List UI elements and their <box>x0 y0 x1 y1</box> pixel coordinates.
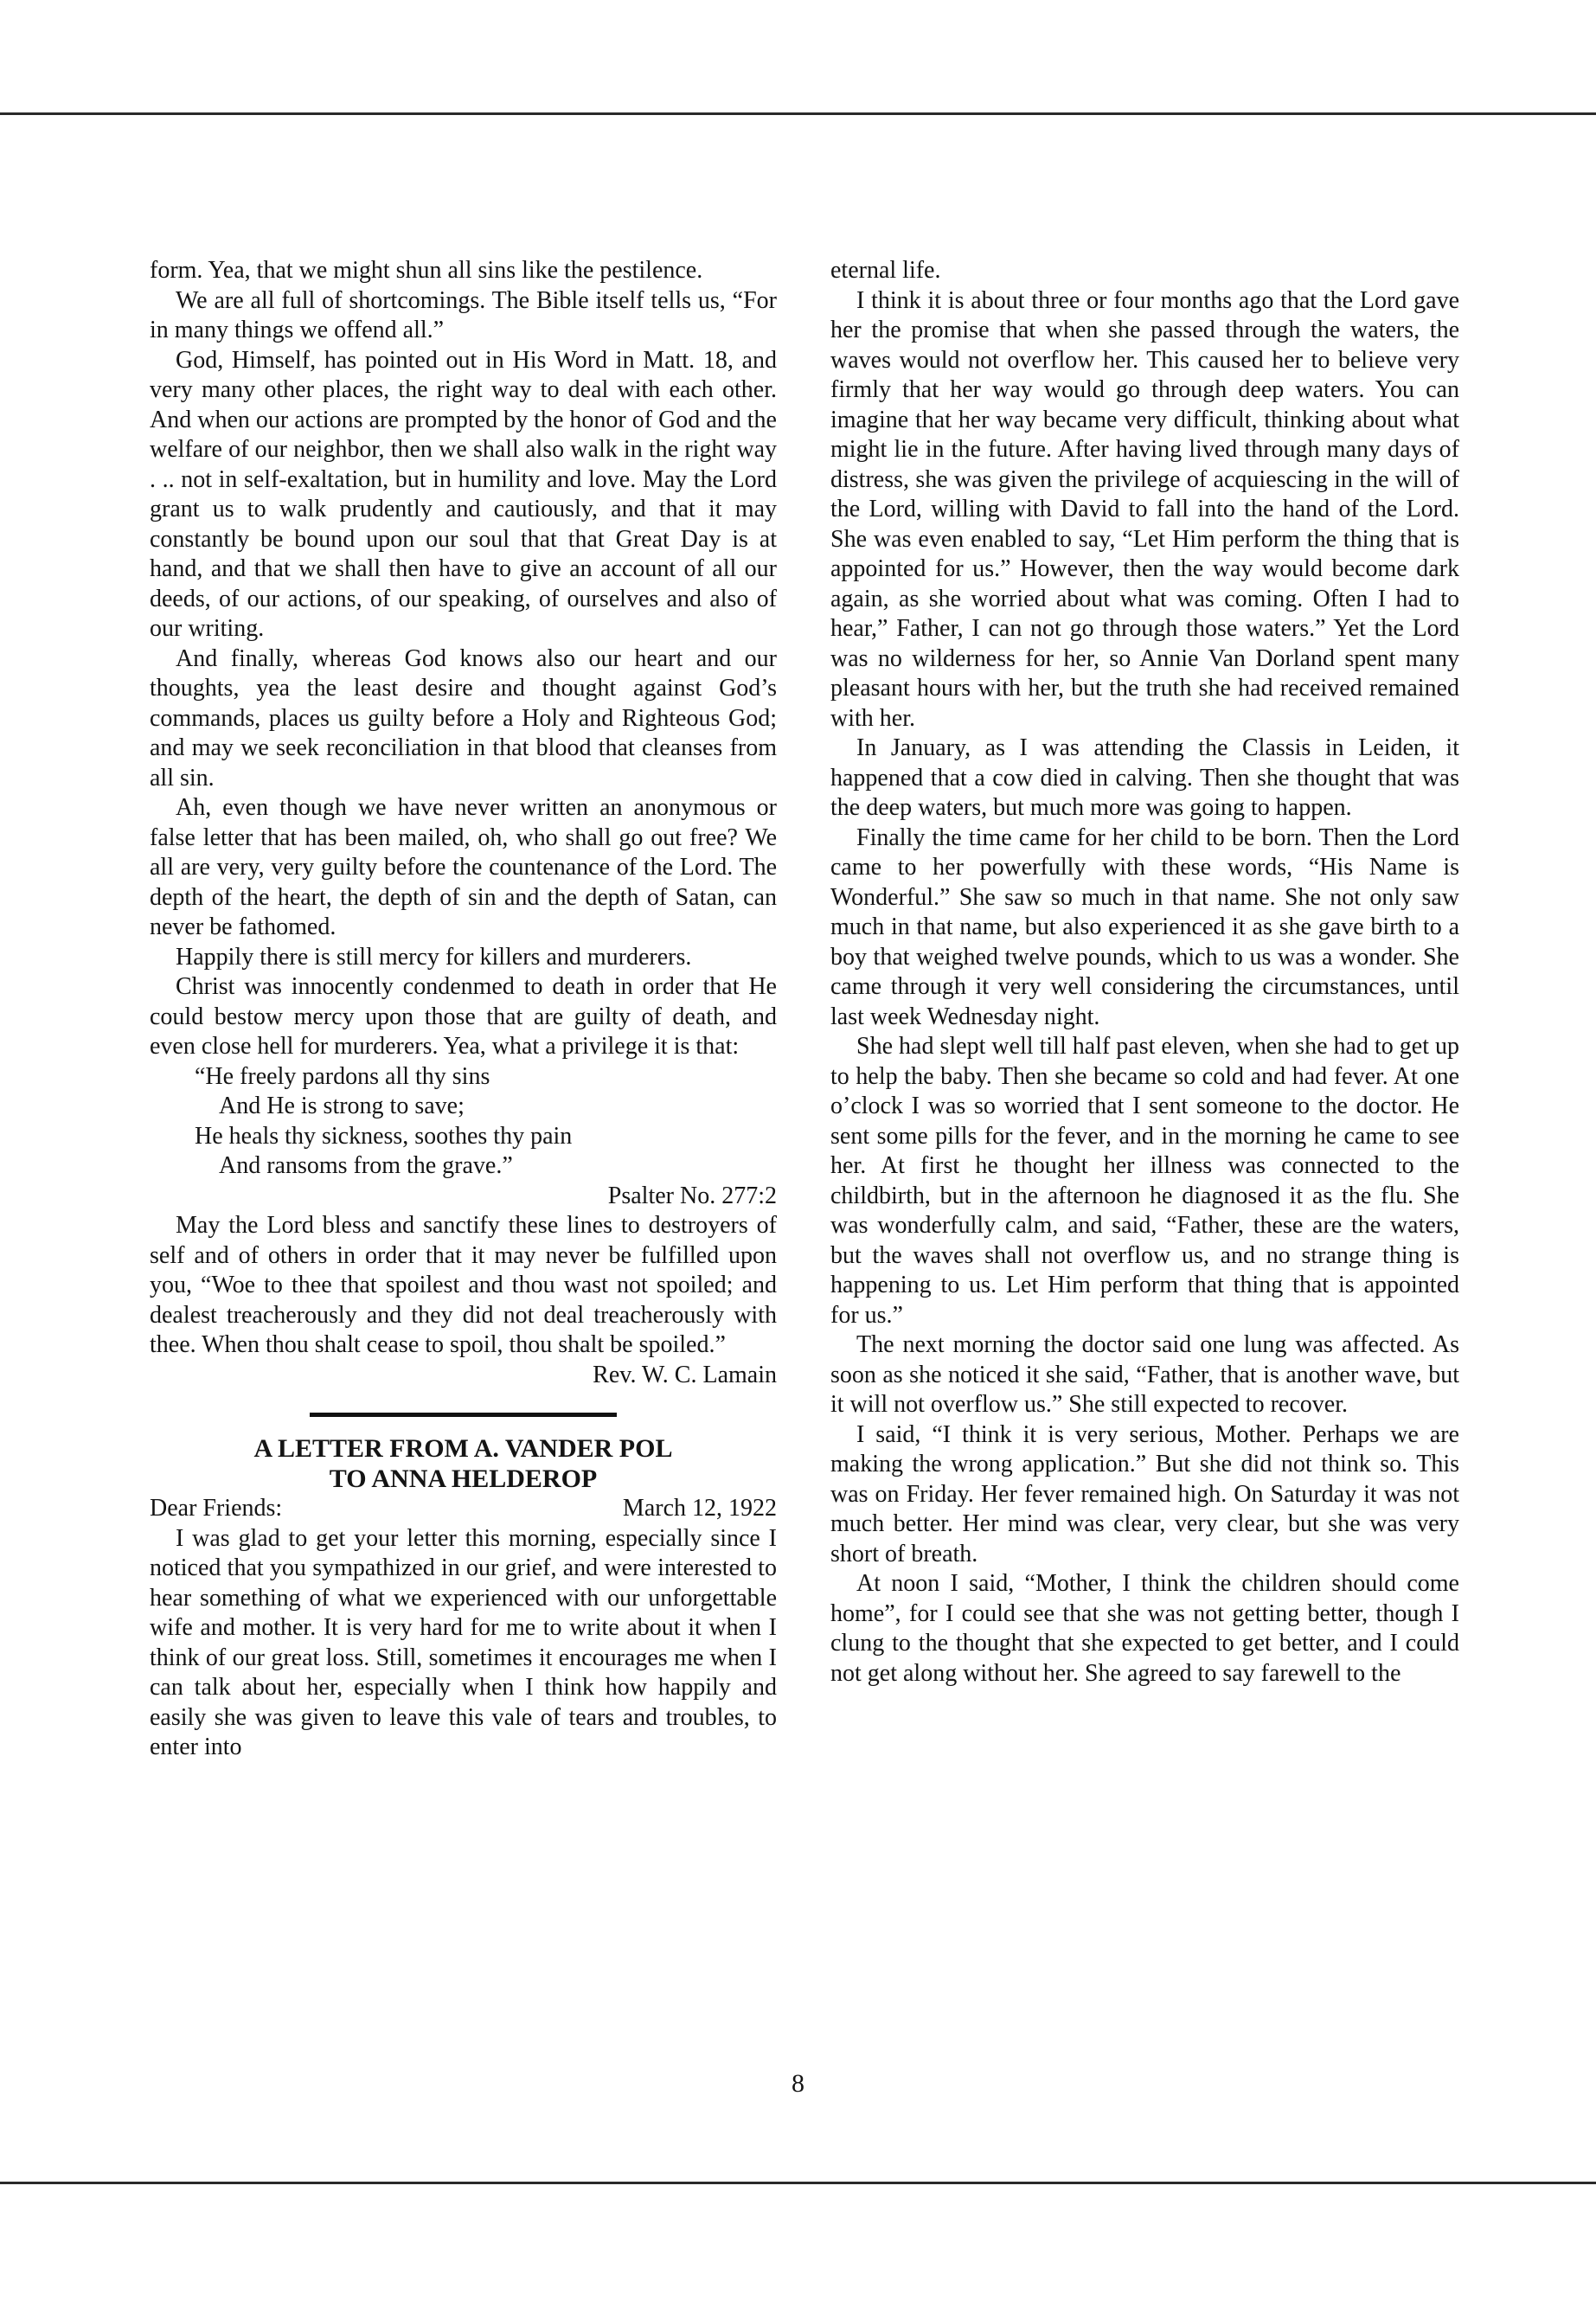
left-column <box>150 256 777 1763</box>
letter-greeting <box>150 1494 777 1524</box>
psalter-poem <box>150 1062 777 1182</box>
letter-title <box>150 1434 777 1494</box>
paragraph: eternal life. <box>830 257 941 284</box>
page-number: 8 <box>792 2069 804 2098</box>
poem-line: And He is strong to save; <box>219 1093 465 1119</box>
paragraph: Christ was innocently condenmed to death in order that He could bestow mercy upon those that are guilty of death, and even close hell for murderers. Yea, what a privilege it is that: <box>150 973 777 1060</box>
paragraph: We are all full of shortcomings. The Bible itself tells us, “For in many things we offend all.” <box>150 286 777 343</box>
paragraph: form. Yea, that we might shun all sins like the pestilence. <box>150 257 703 284</box>
paragraph: In January, as I was attending the Classis in Leiden, it happened that a cow died in calving. Then she thought that was the deep waters, but much more was going to happen. <box>830 734 1459 821</box>
poem-line: “He freely pardons all thy sins <box>195 1062 490 1090</box>
poem-source: Psalter No. 277:2 <box>607 1182 777 1209</box>
paragraph: The next morning the doctor said one lung was affected. As soon as she noticed it she said, “Father, that is another wave, but it will not overflow us.” She still expected to recover. <box>830 1331 1459 1418</box>
paragraph: At noon I said, “Mother, I think the children should come home”, for I could see that she was not getting better, though I clung to the thought that she expected to get better, and I could not get along without her. She agreed to say farewell to the <box>830 1570 1459 1687</box>
top-rule <box>0 112 1596 115</box>
paragraph: God, Himself, has pointed out in His Word in Matt. 18, and very many other places, the right way to deal with each other. And when our actions are prompted by the honor of God and the welfare of our neighbor, then we shall also walk in the right way . .. not in self-exaltation, but in humility and love. May the Lord grant us to walk prudently and cautiously, and that it may constantly be bound upon our soul that that Great Day is at hand, and that we shall then have to give an account of all our deeds, of our actions, of our speaking, of ourselves and also of our writing. <box>150 346 777 642</box>
poem-line: And ransoms from the grave.” <box>219 1152 513 1179</box>
paragraph: I was glad to get your letter this morning, especially since I noticed that you sympathized in our grief, and were interested to hear something of what we experienced with our unforgettable wife and mother. It is very hard for me to write about it when I think of our great loss. Still, sometimes it encourages me when I can talk about her, especially when I think how happily and easily she was given to leave this vale of tears and troubles, to enter into <box>150 1524 777 1760</box>
paragraph: Happily there is still mercy for killers and murderers. <box>176 943 692 971</box>
poem-line: He heals thy sickness, soothes thy pain <box>195 1122 573 1150</box>
paragraph: And finally, whereas God knows also our heart and our thoughts, yea the least desire and thought against God’s commands, places us guilty before a Holy and Righteous God; and may we seek reconciliation in that blood that cleanses from all sin. <box>150 644 777 792</box>
letter-title-line: TO ANNA HELDEROP <box>329 1464 598 1493</box>
signature: Rev. W. C. Lamain <box>593 1361 777 1388</box>
bottom-rule <box>0 2182 1596 2184</box>
paragraph: I think it is about three or four months ago that the Lord gave her the promise that when she passed through the waters, the waves would not overflow her. This caused her to believe very firmly that her way would go through deep waters. You can imagine that her way became very difficult, thinking about what might lie in the future. After having lived through many days of distress, she was given the privilege of acquiescing in the will of the Lord, willing with David to fall into the hand of the Lord. She was even enabled to say, “Let Him perform the thing that is appointed for us.” However, then the way would become dark again, as she worried about what was coming. Often I had to hear,” Father, I can not go through those waters.” Yet the Lord was no wilderness for her, so Annie Van Dorland spent many pleasant hours with her, but the truth she had received remained with her. <box>830 286 1459 732</box>
paragraph: Ah, even though we have never written an anonymous or false letter that has been mailed, oh, who shall go out free? We all are very, very guilty before the countenance of the Lord. The depth of the heart, the depth of sin and the depth of Satan, can never be fathomed. <box>150 794 777 940</box>
paragraph: Finally the time came for her child to be born. Then the Lord came to her powerfully with these words, “His Name is Wonderful.” She saw so much in that name. She not only saw much in that name, but also experienced it as she gave birth to a boy that weighed twelve pounds, which to us was a wonder. She came through it very well considering the circumstances, until last week Wednesday night. <box>830 824 1459 1030</box>
letter-date: March 12, 1922 <box>622 1495 777 1522</box>
right-column <box>830 256 1459 1689</box>
salutation: Dear Friends: <box>150 1495 283 1522</box>
letter-title-line: A LETTER FROM A. VANDER POL <box>253 1434 673 1463</box>
paragraph: May the Lord bless and sanctify these lines to destroyers of self and of others in order that it may never be fulfilled upon you, “Woe to thee that spoilest and thou wast not spoiled; and dealest treacherously and they did not deal treacherously with thee. When thou shalt cease to spoil, thou shalt be spoiled.” <box>150 1212 777 1358</box>
paragraph: I said, “I think it is very serious, Mother. Perhaps we are making the wrong application.” But she did not think so. This was on Friday. Her fever remained high. On Saturday it was not much better. Her mind was clear, very clear, but she was very short of breath. <box>830 1420 1459 1567</box>
section-divider <box>310 1413 617 1417</box>
paragraph: She had slept well till half past eleven, when she had to get up to help the baby. Then she became so cold and had fever. At one o’clock I was so worried that I sent someone to the doctor. He sent some pills for the fever, and in the morning he came to see her. At first he thought her illness was connected to the childbirth, but in the afternoon he diagnosed it as the flu. She was wonderfully calm, and said, “Father, these are the waters, but the waves shall not overflow us, and no strange thing is happening to us. Let Him perform that thing that is appointed for us.” <box>830 1033 1459 1329</box>
